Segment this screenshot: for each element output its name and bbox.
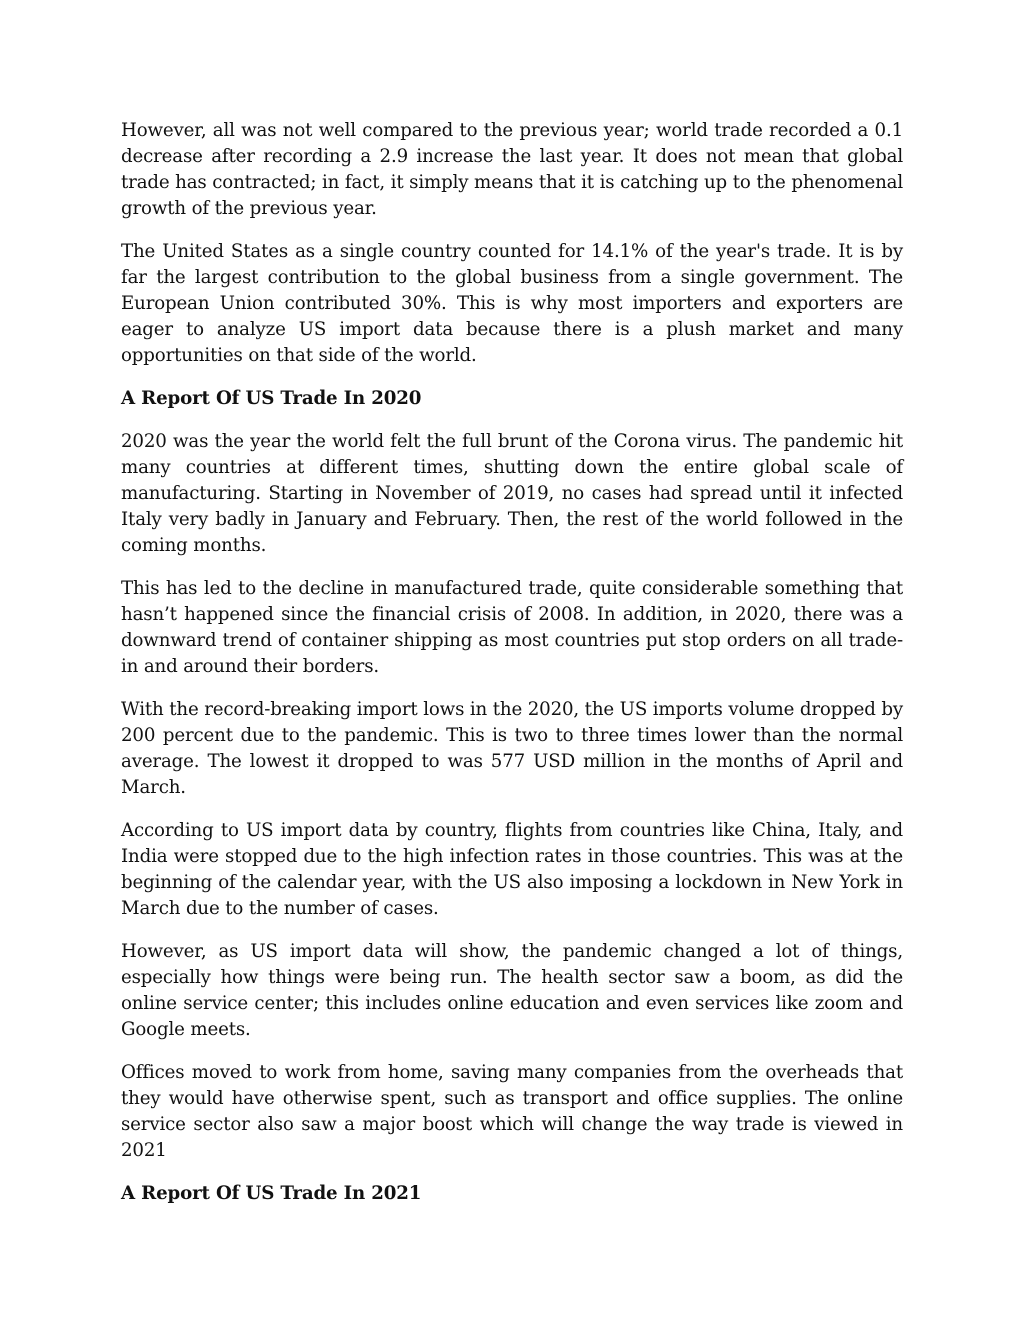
paragraph-world-trade-decrease: However, all was not well compared to the previous year; world trade recorded a 0.1 decrease after recording a 2.9 increase the last year. It does not mean that global trade has contracted; in fact, it simply means that it is catching up to the phenomenal growth of the previous year. xyxy=(121,120,903,219)
paragraph-work-from-home: Offices moved to work from home, saving many companies from the overheads that they would have otherwise spent, such as transport and office supplies. The online service sector also saw a major boost which will change the way trade is viewed in 2021 xyxy=(121,1062,903,1161)
paragraph-import-data-by-country: According to US import data by country, flights from countries like China, Italy, and India were stopped due to the high infection rates in those countries. This was at the beginning of the calendar year, with the US also imposing a lockdown in New York in March due to the number of cases. xyxy=(121,820,903,919)
document-page xyxy=(121,118,903,1224)
paragraph-manufactured-trade-decline: This has led to the decline in manufactured trade, quite considerable something that hasn’t happened since the financial crisis of 2008. In addition, in 2020, there was a downward trend of container shipping as most countries put stop orders on all trade-in and around their borders. xyxy=(121,578,903,677)
paragraph-import-lows: With the record-breaking import lows in the 2020, the US imports volume dropped by 200 percent due to the pandemic. This is two to three times lower than the normal average. The lowest it dropped to was 577 USD million in the months of April and March. xyxy=(121,699,904,798)
paragraph-us-share-of-trade: The United States as a single country counted for 14.1% of the year's trade. It is by far the largest contribution to the global business from a single government. The European Union contributed 30%. This is why most importers and exporters are eager to analyze US import data because there is a plush market and many opportunities on that side of the world. xyxy=(121,241,903,366)
paragraph-pandemic-changes: However, as US import data will show, the pandemic changed a lot of things, especially how things were being run. The health sector saw a boom, as did the online service center; this includes online education and even services like zoom and Google meets. xyxy=(121,941,903,1040)
paragraph-corona-virus-2020: 2020 was the year the world felt the full brunt of the Corona virus. The pandemic hit many countries at different times, shutting down the entire global scale of manufacturing. Starting in November of 2019, no cases had spread until it infected Italy very badly in January and February. Then, the rest of the world followed in the coming months. xyxy=(121,431,903,556)
heading-us-trade-2021: A Report Of US Trade In 2021 xyxy=(121,1183,422,1204)
heading-us-trade-2020: A Report Of US Trade In 2020 xyxy=(121,388,422,409)
